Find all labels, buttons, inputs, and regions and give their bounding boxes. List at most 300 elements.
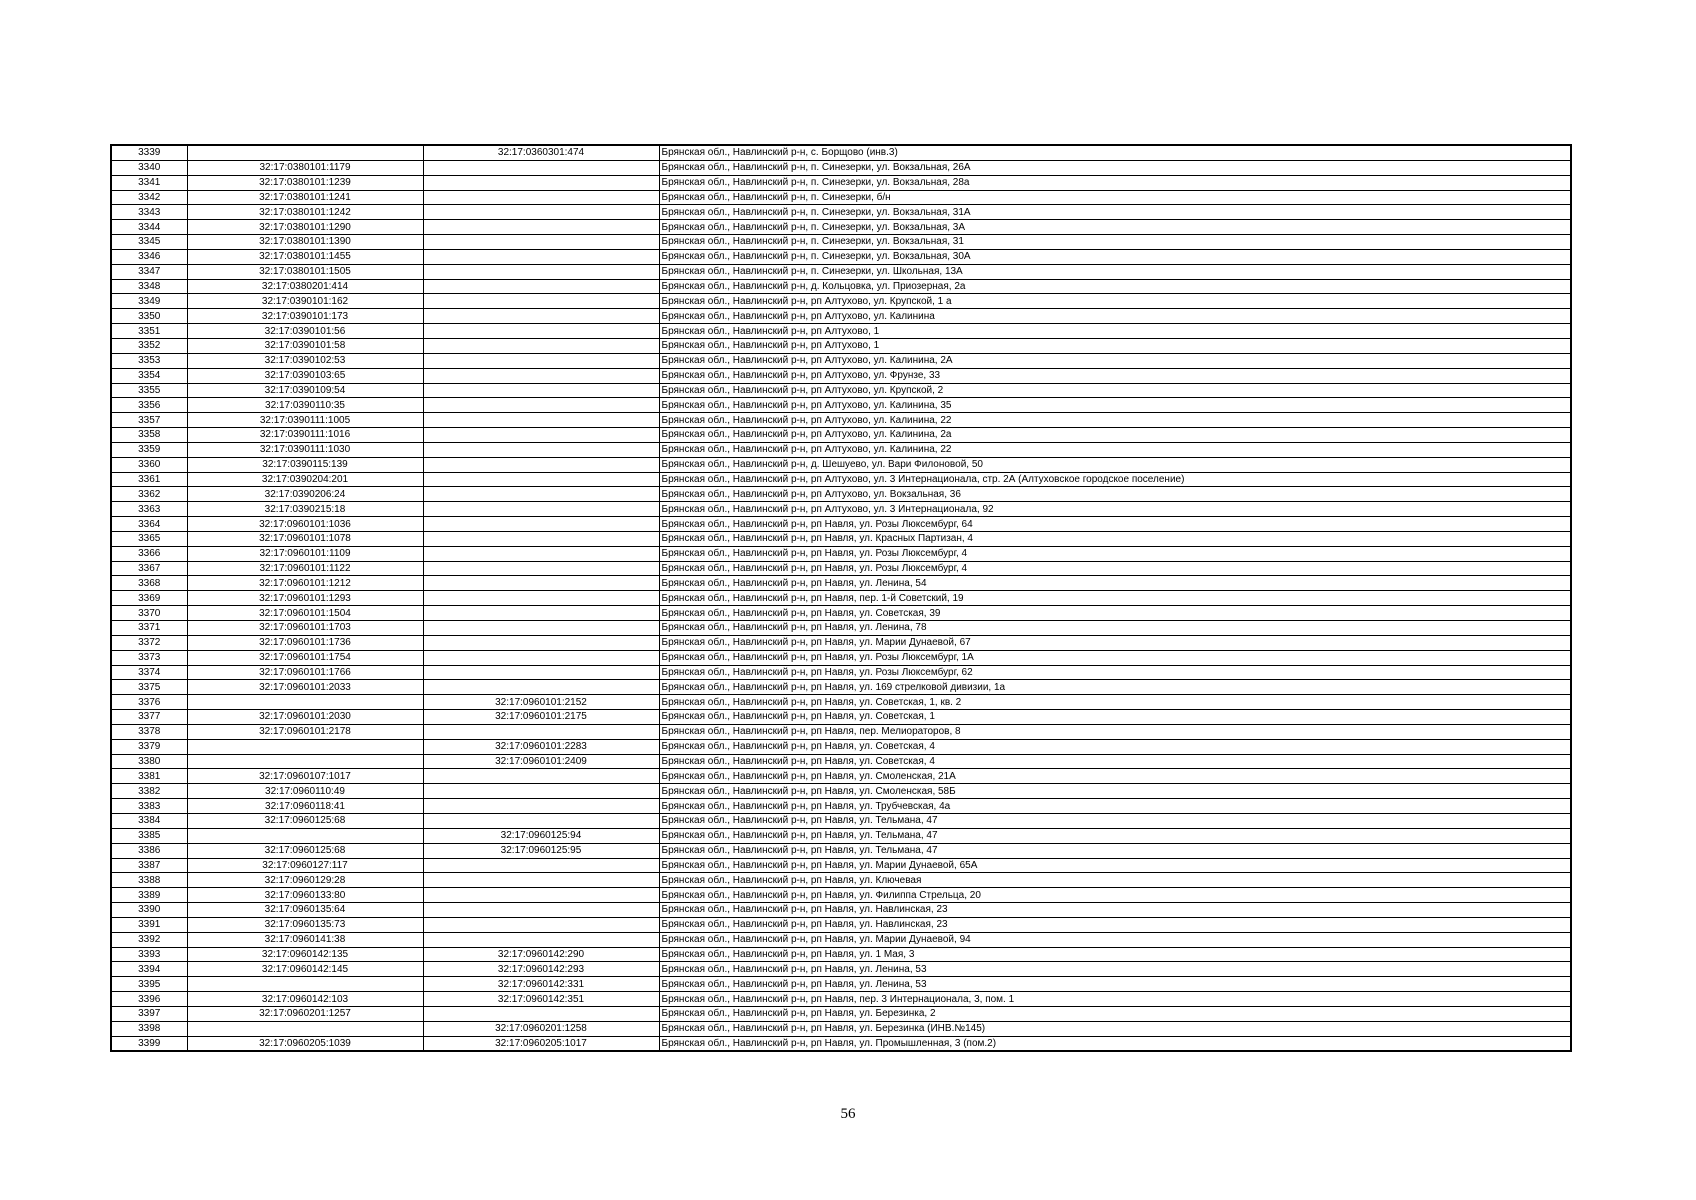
row-number-cell: 3352	[111, 338, 187, 353]
object-cadastral-number-cell: 32:17:0960201:1258	[423, 1021, 659, 1036]
row-number-cell: 3365	[111, 531, 187, 546]
row-number-cell: 3344	[111, 220, 187, 235]
object-cadastral-number-cell	[423, 576, 659, 591]
row-number-cell: 3366	[111, 546, 187, 561]
object-cadastral-number-cell	[423, 858, 659, 873]
address-cell: Брянская обл., Навлинский р-н, рп Алтухово, ул. Калинина	[659, 309, 1571, 324]
object-cadastral-number-cell	[423, 338, 659, 353]
cadastral-number-cell: 32:17:0960129:28	[187, 873, 423, 888]
row-number-cell: 3393	[111, 947, 187, 962]
cadastral-number-cell: 32:17:0960141:38	[187, 932, 423, 947]
row-number-cell: 3371	[111, 621, 187, 636]
table-row	[111, 799, 1571, 814]
cadastral-number-cell: 32:17:0960142:135	[187, 947, 423, 962]
address-cell: Брянская обл., Навлинский р-н, рп Навля, ул. Березинка (ИНВ.№145)	[659, 1021, 1571, 1036]
row-number-cell: 3340	[111, 160, 187, 175]
cadastral-number-cell: 32:17:0960135:64	[187, 903, 423, 918]
row-number-cell: 3396	[111, 992, 187, 1007]
object-cadastral-number-cell: 32:17:0960101:2175	[423, 710, 659, 725]
cadastral-number-cell: 32:17:0390110:35	[187, 398, 423, 413]
cadastral-number-cell: 32:17:0960101:1122	[187, 561, 423, 576]
table-row	[111, 650, 1571, 665]
cadastral-number-cell: 32:17:0390204:201	[187, 472, 423, 487]
table-row	[111, 992, 1571, 1007]
row-number-cell: 3380	[111, 754, 187, 769]
cadastral-number-cell: 32:17:0380101:1242	[187, 205, 423, 220]
table-row	[111, 279, 1571, 294]
row-number-cell: 3361	[111, 472, 187, 487]
address-cell: Брянская обл., Навлинский р-н, рп Навля, ул. Тельмана, 47	[659, 813, 1571, 828]
cadastral-number-cell: 32:17:0960101:1703	[187, 621, 423, 636]
address-cell: Брянская обл., Навлинский р-н, рп Навля, ул. Трубчевская, 4а	[659, 799, 1571, 814]
object-cadastral-number-cell	[423, 220, 659, 235]
cadastral-number-cell: 32:17:0390101:56	[187, 324, 423, 339]
table-row	[111, 1036, 1571, 1051]
row-number-cell: 3376	[111, 695, 187, 710]
address-cell: Брянская обл., Навлинский р-н, рп Алтухово, ул. Калинина, 2а	[659, 428, 1571, 443]
address-cell: Брянская обл., Навлинский р-н, рп Навля, ул. Тельмана, 47	[659, 828, 1571, 843]
row-number-cell: 3385	[111, 828, 187, 843]
cadastral-number-cell: 32:17:0960201:1257	[187, 1006, 423, 1021]
cadastral-number-cell	[187, 828, 423, 843]
cadastral-number-cell: 32:17:0960101:1293	[187, 591, 423, 606]
object-cadastral-number-cell	[423, 160, 659, 175]
object-cadastral-number-cell: 32:17:0960142:351	[423, 992, 659, 1007]
table-row	[111, 264, 1571, 279]
address-cell: Брянская обл., Навлинский р-н, рп Навля, ул. Марии Дунаевой, 65А	[659, 858, 1571, 873]
object-cadastral-number-cell: 32:17:0360301:474	[423, 145, 659, 160]
address-cell: Брянская обл., Навлинский р-н, рп Навля, ул. 1 Мая, 3	[659, 947, 1571, 962]
cadastral-number-cell: 32:17:0960101:1212	[187, 576, 423, 591]
row-number-cell: 3391	[111, 917, 187, 932]
address-cell: Брянская обл., Навлинский р-н, рп Навля, ул. Розы Люксембург, 62	[659, 665, 1571, 680]
table-row	[111, 710, 1571, 725]
table-row	[111, 428, 1571, 443]
cadastral-table	[110, 144, 1572, 1052]
table-row	[111, 695, 1571, 710]
object-cadastral-number-cell	[423, 531, 659, 546]
object-cadastral-number-cell	[423, 769, 659, 784]
address-cell: Брянская обл., Навлинский р-н, рп Навля, ул. Ленина, 53	[659, 977, 1571, 992]
address-cell: Брянская обл., Навлинский р-н, с. Борщово (инв.3)	[659, 145, 1571, 160]
object-cadastral-number-cell	[423, 279, 659, 294]
object-cadastral-number-cell	[423, 932, 659, 947]
row-number-cell: 3397	[111, 1006, 187, 1021]
cadastral-number-cell: 32:17:0390103:65	[187, 368, 423, 383]
table-row	[111, 858, 1571, 873]
row-number-cell: 3345	[111, 235, 187, 250]
address-cell: Брянская обл., Навлинский р-н, п. Синезерки, б/н	[659, 190, 1571, 205]
address-cell: Брянская обл., Навлинский р-н, рп Навля, ул. Розы Люксембург, 4	[659, 546, 1571, 561]
table-row	[111, 249, 1571, 264]
row-number-cell: 3360	[111, 457, 187, 472]
cadastral-number-cell: 32:17:0960101:2178	[187, 724, 423, 739]
object-cadastral-number-cell	[423, 665, 659, 680]
table-row	[111, 947, 1571, 962]
address-cell: Брянская обл., Навлинский р-н, рп Алтухово, 1	[659, 324, 1571, 339]
cadastral-number-cell: 32:17:0380101:1505	[187, 264, 423, 279]
object-cadastral-number-cell	[423, 903, 659, 918]
table-row	[111, 309, 1571, 324]
object-cadastral-number-cell	[423, 353, 659, 368]
cadastral-number-cell	[187, 977, 423, 992]
table-row	[111, 739, 1571, 754]
row-number-cell: 3372	[111, 635, 187, 650]
object-cadastral-number-cell	[423, 784, 659, 799]
table-row	[111, 873, 1571, 888]
table-row	[111, 442, 1571, 457]
row-number-cell: 3378	[111, 724, 187, 739]
cadastral-number-cell: 32:17:0960118:41	[187, 799, 423, 814]
row-number-cell: 3389	[111, 888, 187, 903]
address-cell: Брянская обл., Навлинский р-н, рп Алтухово, ул. Вокзальная, 36	[659, 487, 1571, 502]
table-row	[111, 175, 1571, 190]
cadastral-number-cell: 32:17:0960101:1078	[187, 531, 423, 546]
address-cell: Брянская обл., Навлинский р-н, д. Кольцовка, ул. Приозерная, 2а	[659, 279, 1571, 294]
row-number-cell: 3368	[111, 576, 187, 591]
address-cell: Брянская обл., Навлинский р-н, рп Навля, ул. Ленина, 54	[659, 576, 1571, 591]
object-cadastral-number-cell	[423, 813, 659, 828]
object-cadastral-number-cell	[423, 472, 659, 487]
cadastral-number-cell: 32:17:0960125:68	[187, 813, 423, 828]
address-cell: Брянская обл., Навлинский р-н, рп Навля, пер. Мелиораторов, 8	[659, 724, 1571, 739]
cadastral-number-cell: 32:17:0960142:103	[187, 992, 423, 1007]
address-cell: Брянская обл., Навлинский р-н, рп Навля, ул. Навлинская, 23	[659, 903, 1571, 918]
object-cadastral-number-cell	[423, 621, 659, 636]
address-cell: Брянская обл., Навлинский р-н, п. Синезерки, ул. Вокзальная, 30А	[659, 249, 1571, 264]
table-row	[111, 398, 1571, 413]
table-row	[111, 487, 1571, 502]
object-cadastral-number-cell	[423, 249, 659, 264]
object-cadastral-number-cell	[423, 606, 659, 621]
table-row	[111, 517, 1571, 532]
table-row	[111, 962, 1571, 977]
address-cell: Брянская обл., Навлинский р-н, п. Синезерки, ул. Вокзальная, 31	[659, 235, 1571, 250]
table-row	[111, 1021, 1571, 1036]
page-number: 56	[840, 1106, 856, 1122]
table-row	[111, 754, 1571, 769]
table-row	[111, 769, 1571, 784]
object-cadastral-number-cell: 32:17:0960142:293	[423, 962, 659, 977]
table-row	[111, 635, 1571, 650]
cadastral-number-cell: 32:17:0960101:1766	[187, 665, 423, 680]
address-cell: Брянская обл., Навлинский р-н, рп Навля, ул. Советская, 1, кв. 2	[659, 695, 1571, 710]
object-cadastral-number-cell	[423, 502, 659, 517]
row-number-cell: 3358	[111, 428, 187, 443]
table-row	[111, 680, 1571, 695]
row-number-cell: 3388	[111, 873, 187, 888]
address-cell: Брянская обл., Навлинский р-н, рп Навля, ул. Красных Партизан, 4	[659, 531, 1571, 546]
table-row	[111, 561, 1571, 576]
object-cadastral-number-cell	[423, 428, 659, 443]
cadastral-number-cell: 32:17:0380101:1290	[187, 220, 423, 235]
cadastral-number-cell: 32:17:0390102:53	[187, 353, 423, 368]
table-row	[111, 220, 1571, 235]
object-cadastral-number-cell	[423, 680, 659, 695]
object-cadastral-number-cell	[423, 635, 659, 650]
row-number-cell: 3394	[111, 962, 187, 977]
table-row	[111, 353, 1571, 368]
address-cell: Брянская обл., Навлинский р-н, рп Навля, пер. 3 Интернационала, 3, пом. 1	[659, 992, 1571, 1007]
table-row	[111, 502, 1571, 517]
address-cell: Брянская обл., Навлинский р-н, п. Синезерки, ул. Вокзальная, 28а	[659, 175, 1571, 190]
object-cadastral-number-cell	[423, 294, 659, 309]
cadastral-number-cell	[187, 695, 423, 710]
row-number-cell: 3387	[111, 858, 187, 873]
row-number-cell: 3354	[111, 368, 187, 383]
row-number-cell: 3341	[111, 175, 187, 190]
object-cadastral-number-cell	[423, 917, 659, 932]
address-cell: Брянская обл., Навлинский р-н, рп Навля, ул. Ленина, 53	[659, 962, 1571, 977]
table-row	[111, 457, 1571, 472]
cadastral-number-cell: 32:17:0390109:54	[187, 383, 423, 398]
table-row	[111, 784, 1571, 799]
row-number-cell: 3363	[111, 502, 187, 517]
table-row	[111, 368, 1571, 383]
object-cadastral-number-cell	[423, 888, 659, 903]
row-number-cell: 3383	[111, 799, 187, 814]
object-cadastral-number-cell	[423, 368, 659, 383]
address-cell: Брянская обл., Навлинский р-н, рп Навля, ул. Советская, 1	[659, 710, 1571, 725]
address-cell: Брянская обл., Навлинский р-н, рп Навля, ул. Филиппа Стрельца, 20	[659, 888, 1571, 903]
cadastral-number-cell: 32:17:0960101:1754	[187, 650, 423, 665]
address-cell: Брянская обл., Навлинский р-н, д. Шешуево, ул. Вари Филоновой, 50	[659, 457, 1571, 472]
cadastral-number-cell: 32:17:0390101:173	[187, 309, 423, 324]
object-cadastral-number-cell	[423, 413, 659, 428]
object-cadastral-number-cell	[423, 457, 659, 472]
row-number-cell: 3390	[111, 903, 187, 918]
object-cadastral-number-cell	[423, 383, 659, 398]
table-row	[111, 591, 1571, 606]
cadastral-number-cell: 32:17:0960135:73	[187, 917, 423, 932]
row-number-cell: 3356	[111, 398, 187, 413]
cadastral-number-cell: 32:17:0960101:1109	[187, 546, 423, 561]
row-number-cell: 3351	[111, 324, 187, 339]
row-number-cell: 3346	[111, 249, 187, 264]
cadastral-number-cell: 32:17:0390215:18	[187, 502, 423, 517]
table-row	[111, 324, 1571, 339]
address-cell: Брянская обл., Навлинский р-н, рп Навля, ул. Марии Дунаевой, 67	[659, 635, 1571, 650]
row-number-cell: 3350	[111, 309, 187, 324]
table-row	[111, 145, 1571, 160]
object-cadastral-number-cell: 32:17:0960125:95	[423, 843, 659, 858]
table-row	[111, 813, 1571, 828]
cadastral-number-cell: 32:17:0960101:1504	[187, 606, 423, 621]
object-cadastral-number-cell	[423, 309, 659, 324]
row-number-cell: 3373	[111, 650, 187, 665]
cadastral-number-cell: 32:17:0960101:2033	[187, 680, 423, 695]
address-cell: Брянская обл., Навлинский р-н, п. Синезерки, ул. Вокзальная, 26А	[659, 160, 1571, 175]
row-number-cell: 3399	[111, 1036, 187, 1051]
address-cell: Брянская обл., Навлинский р-н, рп Навля, ул. Розы Люксембург, 64	[659, 517, 1571, 532]
table-row	[111, 205, 1571, 220]
row-number-cell: 3379	[111, 739, 187, 754]
cadastral-number-cell: 32:17:0960125:68	[187, 843, 423, 858]
table-row	[111, 190, 1571, 205]
table-row	[111, 843, 1571, 858]
row-number-cell: 3369	[111, 591, 187, 606]
object-cadastral-number-cell	[423, 398, 659, 413]
table-row	[111, 977, 1571, 992]
cadastral-number-cell: 32:17:0390111:1005	[187, 413, 423, 428]
object-cadastral-number-cell	[423, 517, 659, 532]
table-row	[111, 576, 1571, 591]
cadastral-number-cell: 32:17:0960110:49	[187, 784, 423, 799]
address-cell: Брянская обл., Навлинский р-н, рп Навля, ул. Розы Люксембург, 4	[659, 561, 1571, 576]
address-cell: Брянская обл., Навлинский р-н, рп Навля, ул. Советская, 39	[659, 606, 1571, 621]
row-number-cell: 3359	[111, 442, 187, 457]
row-number-cell: 3349	[111, 294, 187, 309]
row-number-cell: 3353	[111, 353, 187, 368]
cadastral-number-cell: 32:17:0960101:1736	[187, 635, 423, 650]
object-cadastral-number-cell: 32:17:0960101:2409	[423, 754, 659, 769]
object-cadastral-number-cell: 32:17:0960205:1017	[423, 1036, 659, 1051]
address-cell: Брянская обл., Навлинский р-н, рп Алтухово, ул. Калинина, 22	[659, 442, 1571, 457]
row-number-cell: 3381	[111, 769, 187, 784]
object-cadastral-number-cell	[423, 190, 659, 205]
table-row	[111, 828, 1571, 843]
object-cadastral-number-cell	[423, 546, 659, 561]
object-cadastral-number-cell	[423, 175, 659, 190]
table-row	[111, 724, 1571, 739]
row-number-cell: 3347	[111, 264, 187, 279]
address-cell: Брянская обл., Навлинский р-н, рп Алтухово, ул. 3 Интернационала, стр. 2А (Алтуховское городское поселение)	[659, 472, 1571, 487]
address-cell: Брянская обл., Навлинский р-н, рп Навля, ул. Советская, 4	[659, 754, 1571, 769]
address-cell: Брянская обл., Навлинский р-н, рп Алтухово, ул. 3 Интернационала, 92	[659, 502, 1571, 517]
row-number-cell: 3377	[111, 710, 187, 725]
address-cell: Брянская обл., Навлинский р-н, рп Навля, ул. Навлинская, 23	[659, 917, 1571, 932]
address-cell: Брянская обл., Навлинский р-н, рп Навля, ул. Советская, 4	[659, 739, 1571, 754]
address-cell: Брянская обл., Навлинский р-н, рп Навля, ул. Березинка, 2	[659, 1006, 1571, 1021]
object-cadastral-number-cell	[423, 487, 659, 502]
table-row	[111, 917, 1571, 932]
row-number-cell: 3395	[111, 977, 187, 992]
address-cell: Брянская обл., Навлинский р-н, п. Синезерки, ул. Вокзальная, 3А	[659, 220, 1571, 235]
cadastral-number-cell: 32:17:0960142:145	[187, 962, 423, 977]
address-cell: Брянская обл., Навлинский р-н, рп Навля, ул. Смоленская, 58Б	[659, 784, 1571, 799]
cadastral-number-cell: 32:17:0380101:1390	[187, 235, 423, 250]
cadastral-number-cell: 32:17:0380101:1239	[187, 175, 423, 190]
cadastral-number-cell: 32:17:0960101:2030	[187, 710, 423, 725]
table-row	[111, 235, 1571, 250]
address-cell: Брянская обл., Навлинский р-н, рп Навля, пер. 1-й Советский, 19	[659, 591, 1571, 606]
table-body	[111, 145, 1571, 1051]
row-number-cell: 3384	[111, 813, 187, 828]
object-cadastral-number-cell	[423, 324, 659, 339]
object-cadastral-number-cell	[423, 650, 659, 665]
table-row	[111, 383, 1571, 398]
table-row	[111, 472, 1571, 487]
cadastral-number-cell: 32:17:0380201:414	[187, 279, 423, 294]
address-cell: Брянская обл., Навлинский р-н, рп Алтухово, ул. Фрунзе, 33	[659, 368, 1571, 383]
cadastral-number-cell: 32:17:0390101:58	[187, 338, 423, 353]
address-cell: Брянская обл., Навлинский р-н, рп Алтухово, 1	[659, 338, 1571, 353]
row-number-cell: 3343	[111, 205, 187, 220]
cadastral-number-cell	[187, 754, 423, 769]
table-row	[111, 932, 1571, 947]
object-cadastral-number-cell	[423, 205, 659, 220]
address-cell: Брянская обл., Навлинский р-н, п. Синезерки, ул. Школьная, 13А	[659, 264, 1571, 279]
object-cadastral-number-cell: 32:17:0960101:2152	[423, 695, 659, 710]
cadastral-number-cell: 32:17:0960205:1039	[187, 1036, 423, 1051]
row-number-cell: 3382	[111, 784, 187, 799]
row-number-cell: 3355	[111, 383, 187, 398]
row-number-cell: 3392	[111, 932, 187, 947]
table-row	[111, 294, 1571, 309]
object-cadastral-number-cell	[423, 799, 659, 814]
address-cell: Брянская обл., Навлинский р-н, рп Навля, ул. 169 стрелковой дивизии, 1а	[659, 680, 1571, 695]
row-number-cell: 3370	[111, 606, 187, 621]
table-row	[111, 338, 1571, 353]
cadastral-number-cell: 32:17:0390206:24	[187, 487, 423, 502]
object-cadastral-number-cell: 32:17:0960101:2283	[423, 739, 659, 754]
object-cadastral-number-cell	[423, 873, 659, 888]
address-cell: Брянская обл., Навлинский р-н, рп Навля, ул. Тельмана, 47	[659, 843, 1571, 858]
cadastral-number-cell: 32:17:0960101:1036	[187, 517, 423, 532]
cadastral-number-cell	[187, 145, 423, 160]
object-cadastral-number-cell: 32:17:0960142:331	[423, 977, 659, 992]
address-cell: Брянская обл., Навлинский р-н, рп Навля, ул. Промышленная, 3 (пом.2)	[659, 1036, 1571, 1051]
object-cadastral-number-cell	[423, 561, 659, 576]
row-number-cell: 3348	[111, 279, 187, 294]
cadastral-number-cell	[187, 1021, 423, 1036]
cadastral-number-cell: 32:17:0390115:139	[187, 457, 423, 472]
row-number-cell: 3342	[111, 190, 187, 205]
cadastral-number-cell: 32:17:0960127:117	[187, 858, 423, 873]
table-row	[111, 531, 1571, 546]
row-number-cell: 3398	[111, 1021, 187, 1036]
table-row	[111, 665, 1571, 680]
address-cell: Брянская обл., Навлинский р-н, рп Алтухово, ул. Калинина, 22	[659, 413, 1571, 428]
cadastral-number-cell: 32:17:0390111:1030	[187, 442, 423, 457]
table-row	[111, 160, 1571, 175]
table-row	[111, 903, 1571, 918]
table-row	[111, 606, 1571, 621]
row-number-cell: 3386	[111, 843, 187, 858]
row-number-cell: 3364	[111, 517, 187, 532]
row-number-cell: 3357	[111, 413, 187, 428]
address-cell: Брянская обл., Навлинский р-н, рп Алтухово, ул. Калинина, 35	[659, 398, 1571, 413]
table-row	[111, 888, 1571, 903]
row-number-cell: 3374	[111, 665, 187, 680]
cadastral-number-cell	[187, 739, 423, 754]
row-number-cell: 3362	[111, 487, 187, 502]
object-cadastral-number-cell	[423, 724, 659, 739]
table-row	[111, 621, 1571, 636]
address-cell: Брянская обл., Навлинский р-н, рп Навля, ул. Ключевая	[659, 873, 1571, 888]
object-cadastral-number-cell: 32:17:0960142:290	[423, 947, 659, 962]
cadastral-number-cell: 32:17:0960133:80	[187, 888, 423, 903]
table-row	[111, 1006, 1571, 1021]
object-cadastral-number-cell	[423, 442, 659, 457]
cadastral-number-cell: 32:17:0380101:1455	[187, 249, 423, 264]
object-cadastral-number-cell	[423, 591, 659, 606]
address-cell: Брянская обл., Навлинский р-н, рп Алтухово, ул. Калинина, 2А	[659, 353, 1571, 368]
table-row	[111, 413, 1571, 428]
cadastral-number-cell: 32:17:0390101:162	[187, 294, 423, 309]
object-cadastral-number-cell	[423, 1006, 659, 1021]
object-cadastral-number-cell	[423, 264, 659, 279]
row-number-cell: 3367	[111, 561, 187, 576]
cadastral-number-cell: 32:17:0960107:1017	[187, 769, 423, 784]
address-cell: Брянская обл., Навлинский р-н, рп Навля, ул. Розы Люксембург, 1А	[659, 650, 1571, 665]
cadastral-number-cell: 32:17:0380101:1179	[187, 160, 423, 175]
table-row	[111, 546, 1571, 561]
cadastral-number-cell: 32:17:0380101:1241	[187, 190, 423, 205]
cadastral-number-cell: 32:17:0390111:1016	[187, 428, 423, 443]
object-cadastral-number-cell	[423, 235, 659, 250]
row-number-cell: 3339	[111, 145, 187, 160]
